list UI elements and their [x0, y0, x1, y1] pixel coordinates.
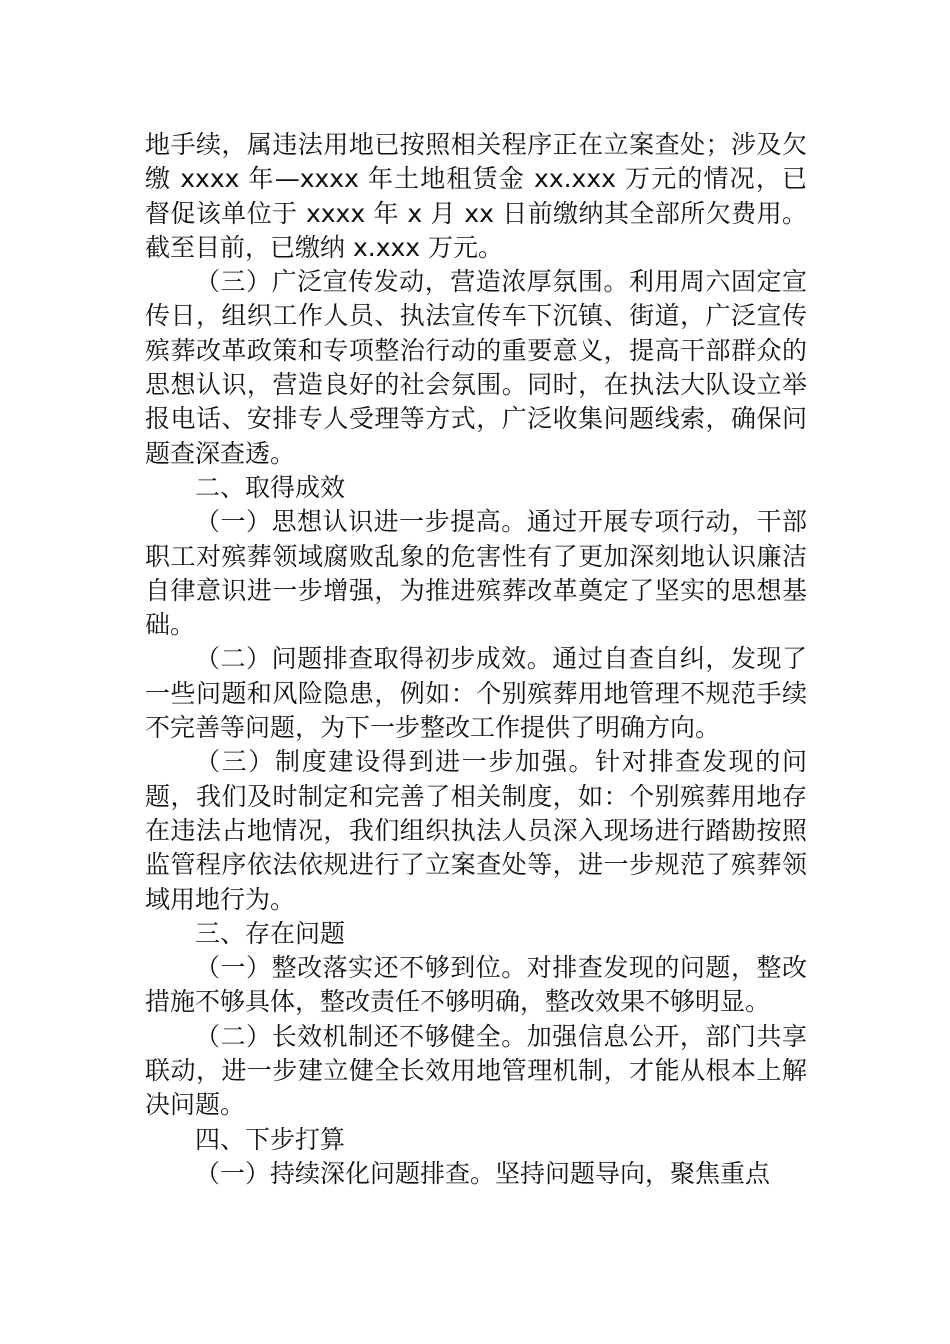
paragraph-mechanism: （二）长效机制还不够健全。加强信息公开，部门共享联动，进一步建立健全长效用地管理机制，才能从根本上解决问题。 [145, 1021, 807, 1120]
paragraph-awareness: （一）思想认识进一步提高。通过开展专项行动，干部职工对殡葬领域腐败乱象的危害性有了更加深刻地认识廉洁自律意识进一步增强，为推进殡葬改革奠定了坚实的思想基础。 [145, 507, 807, 640]
section-heading-results: 二、取得成效 [195, 472, 346, 502]
section-heading-problems: 三、存在问题 [195, 918, 346, 948]
document-body [145, 128, 807, 1191]
paragraph-deepen-investigation: （一）持续深化问题排查。坚持问题导向，聚焦重点 [195, 1158, 771, 1188]
paragraph-rectification: （一）整改落实还不够到位。对排查发现的问题，整改措施不够具体，整改责任不够明确，整改效果不够明显。 [145, 953, 807, 1017]
paragraph-publicity: （三）广泛宣传发动，营造浓厚氛围。利用周六固定宣传日，组织工作人员、执法宣传车下沉镇、街道，广泛宣传殡葬改革政策和专项整治行动的重要意义，提高干部群众的思想认识，营造良好的社会氛围。同时，在执法大队设立举报电话、安排专人受理等方式，广泛收集问题线索，确保问题查深查透。 [145, 267, 807, 468]
paragraph-investigation: （二）问题排查取得初步成效。通过自查自纠，发现了一些问题和风险隐患，例如：个别殡葬用地管理不规范手续不完善等问题，为下一步整改工作提供了明确方向。 [145, 644, 807, 743]
paragraph-continuation: 地手续，属违法用地已按照相关程序正在立案查处；涉及欠缴 xxxx 年—xxxx 年土地租赁金 xx.xxx 万元的情况，已督促该单位于 xxxx 年 x 月 xx 日前缴纳其全部所欠费用。截至目前，已缴纳 x.xxx 万元。 [145, 130, 807, 262]
paragraph-system-building: （三）制度建设得到进一步加强。针对排查发现的问题，我们及时制定和完善了相关制度，如：个别殡葬用地存在违法占地情况，我们组织执法人员深入现场进行踏勘按照监管程序依法依规进行了立案查处等，进一步规范了殡葬领域用地行为。 [145, 747, 807, 914]
section-heading-next-steps: 四、下步打算 [195, 1124, 346, 1154]
